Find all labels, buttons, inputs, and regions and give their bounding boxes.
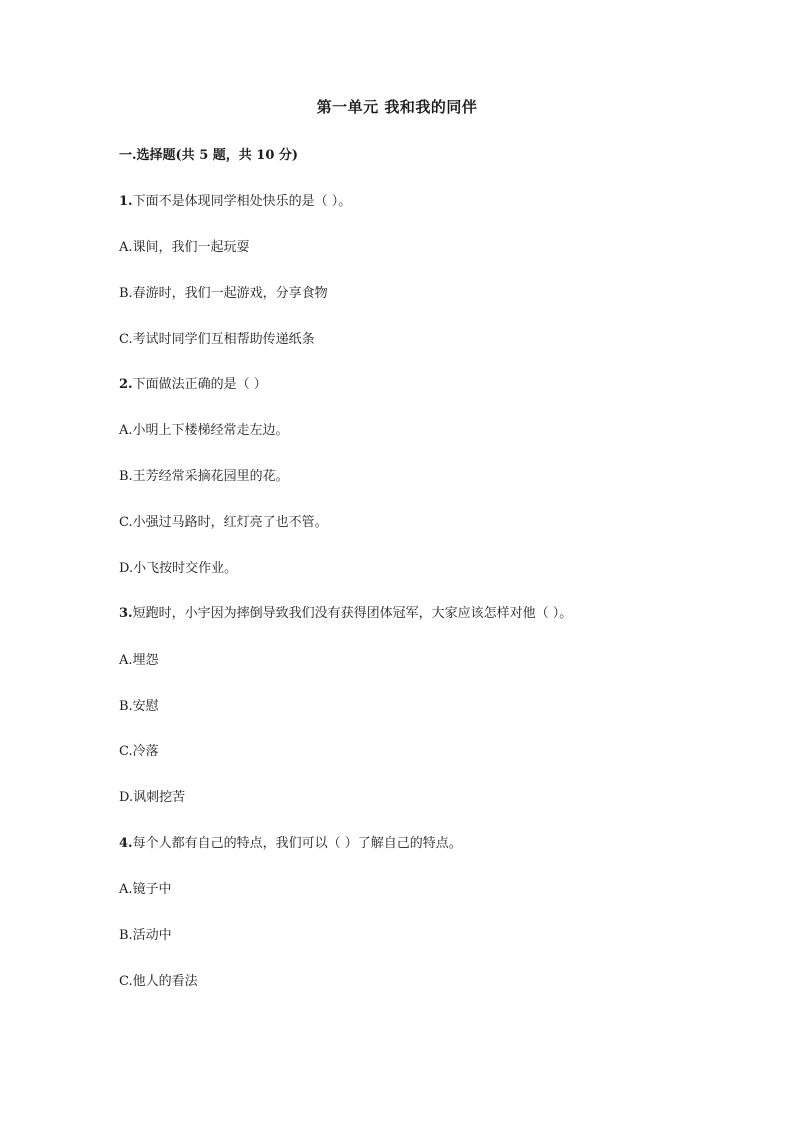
section-heading: 一.选择题(共 5 题，共 10 分) [119,148,299,163]
question-2-option-d: D.小飞按时交作业。 [119,561,238,576]
question-2-option-b: B.王芳经常采摘花园里的花。 [119,469,289,484]
question-1-option-a: A.课间，我们一起玩耍 [119,240,250,255]
question-4-option-a: A.镜子中 [119,882,172,897]
question-text: 每个人都有自己的特点，我们可以（ ）了解自己的特点。 [132,836,462,851]
question-3-option-a: A.埋怨 [119,653,159,668]
question-text: 下面做法正确的是（ ） [132,377,267,392]
question-3-option-d: D.讽刺挖苦 [119,790,186,805]
question-number: 1. [119,194,133,209]
question-number: 2. [119,377,133,392]
question-1 [119,193,351,211]
question-text: 短跑时，小宇因为摔倒导致我们没有获得团体冠军，大家应该怎样对他（ ）。 [132,606,573,621]
page-title: 第一单元 我和我的同伴 [316,98,478,116]
question-4-option-c: C.他人的看法 [119,974,198,989]
question-2 [119,376,267,394]
question-4-option-b: B.活动中 [119,928,172,943]
question-3-option-b: B.安慰 [119,699,159,714]
question-2-option-a: A.小明上下楼梯经常走左边。 [119,423,289,438]
question-1-option-c: C.考试时同学们互相帮助传递纸条 [119,332,315,347]
question-4 [119,835,462,853]
question-3 [119,605,572,623]
question-number: 3. [119,606,133,621]
question-text: 下面不是体现同学相处快乐的是（ ）。 [132,194,352,209]
question-3-option-c: C.冷落 [119,744,159,759]
question-number: 4. [119,836,133,851]
question-1-option-b: B.春游时，我们一起游戏，分享食物 [119,286,328,301]
question-2-option-c: C.小强过马路时，红灯亮了也不管。 [119,515,328,530]
